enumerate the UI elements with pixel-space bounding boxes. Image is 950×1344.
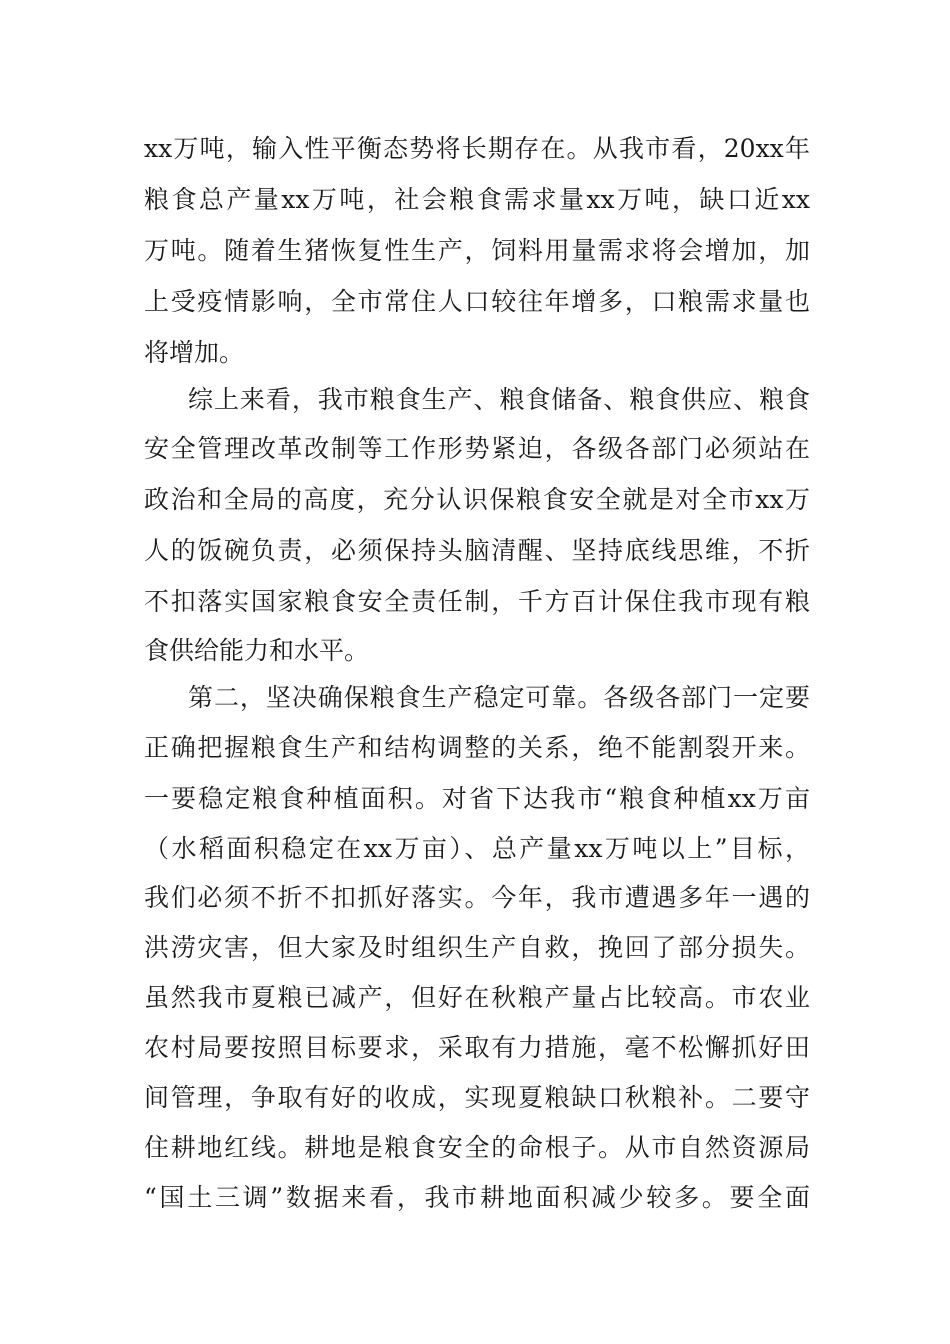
text-line: 人的饭碗负责，必须保持头脑清醒、坚持底线思维，不折 <box>144 536 810 565</box>
text-line: 间管理，争取有好的收成，实现夏粮缺口秋粮补。二要守 <box>144 1083 810 1112</box>
text-line: 洪涝灾害，但大家及时组织生产自救，挽回了部分损失。 <box>144 933 810 962</box>
text-line: 将增加。 <box>144 338 245 367</box>
text-line: 不扣落实国家粮食安全责任制，千方百计保住我市现有粮 <box>144 587 810 616</box>
paragraph-first-line: 综上来看，我市粮食生产、粮食储备、粮食供应、粮食 <box>188 385 810 414</box>
text-line: 万吨。随着生猪恢复性生产，饲料用量需求将会增加，加 <box>144 236 810 265</box>
text-line: 一要稳定粮食种植面积。对省下达我市“粮食种植xx万亩 <box>144 784 810 813</box>
paragraph-first-line: 第二，坚决确保粮食生产稳定可靠。各级各部门一定要 <box>188 683 810 712</box>
text-line: （水稻面积稳定在xx万亩）、总产量xx万吨以上”目标， <box>144 834 810 863</box>
text-line: 上受疫情影响，全市常住人口较往年增多，口粮需求量也 <box>144 287 810 316</box>
text-line: xx万吨，输入性平衡态势将长期存在。从我市看，20xx年 <box>144 134 810 163</box>
text-line: 食供给能力和水平。 <box>144 636 370 665</box>
text-line: 虽然我市夏粮已减产，但好在秋粮产量占比较高。市农业 <box>144 983 810 1012</box>
text-line: 我们必须不折不扣抓好落实。今年，我市遭遇多年一遇的 <box>144 883 810 912</box>
text-line: 政治和全局的高度，充分认识保粮食安全就是对全市xx万 <box>144 485 810 514</box>
text-line: 安全管理改革改制等工作形势紧迫，各级各部门必须站在 <box>144 434 810 463</box>
text-line: 粮食总产量xx万吨，社会粮食需求量xx万吨，缺口近xx <box>144 185 810 214</box>
text-line: 农村局要按照目标要求，采取有力措施，毫不松懈抓好田 <box>144 1033 810 1062</box>
text-line: “国土三调”数据来看，我市耕地面积减少较多。要全面 <box>144 1183 810 1212</box>
text-line: 正确把握粮食生产和结构调整的关系，绝不能割裂开来。 <box>144 733 810 762</box>
text-line: 住耕地红线。耕地是粮食安全的命根子。从市自然资源局 <box>144 1133 810 1162</box>
